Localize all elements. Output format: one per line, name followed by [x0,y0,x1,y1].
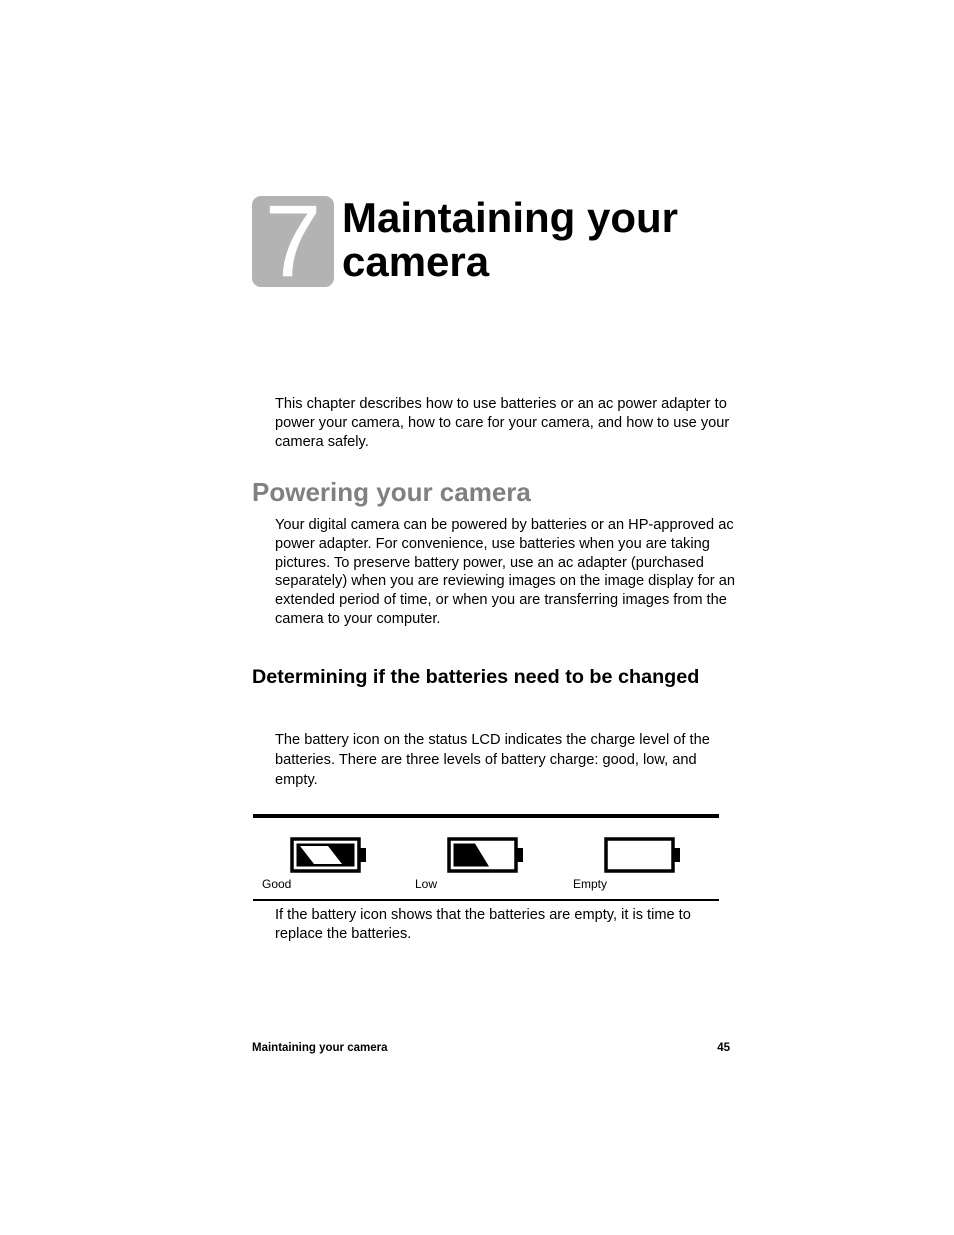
chapter-number: 7 [264,196,322,287]
battery-empty-icon [604,837,682,873]
chapter-title: Maintaining your camera [342,194,678,285]
footer-chapter-title: Maintaining your camera [252,1042,388,1054]
battery-good-icon [290,837,368,873]
battery-empty-label: Empty [573,877,608,891]
battery-good-label: Good [262,877,292,891]
section-paragraph: Your digital camera can be powered by batteries or an HP-approved ac power adapter. For convenience, use batteries when you are taking pictures. To preserve battery power, use an ac adapter (purchased separately) when you are reviewing images on the image display for an extended period of time, or when you are transferring images from the camera to your computer. [275,517,735,627]
after-table-paragraph: If the battery icon shows that the batteries are empty, it is time to replace the batteries. [275,907,691,942]
battery-low-label: Low [415,877,438,891]
footer-page-number: 45 [717,1042,730,1054]
subsection-heading: Determining if the batteries need to be changed [252,666,700,688]
section-heading: Powering your camera [252,477,531,507]
table-bottom-rule [253,899,719,901]
intro-paragraph: This chapter describes how to use batteries or an ac power adapter to power your camera, how to care for your camera, and how to use your camera safely. [275,396,730,450]
subsection-paragraph: The battery icon on the status LCD indicates the charge level of the batteries. There are three levels of battery charge: good, low, and empty. [275,732,710,788]
chapter-number-badge [252,196,334,287]
table-top-rule [253,814,719,818]
battery-low-icon [447,837,525,873]
